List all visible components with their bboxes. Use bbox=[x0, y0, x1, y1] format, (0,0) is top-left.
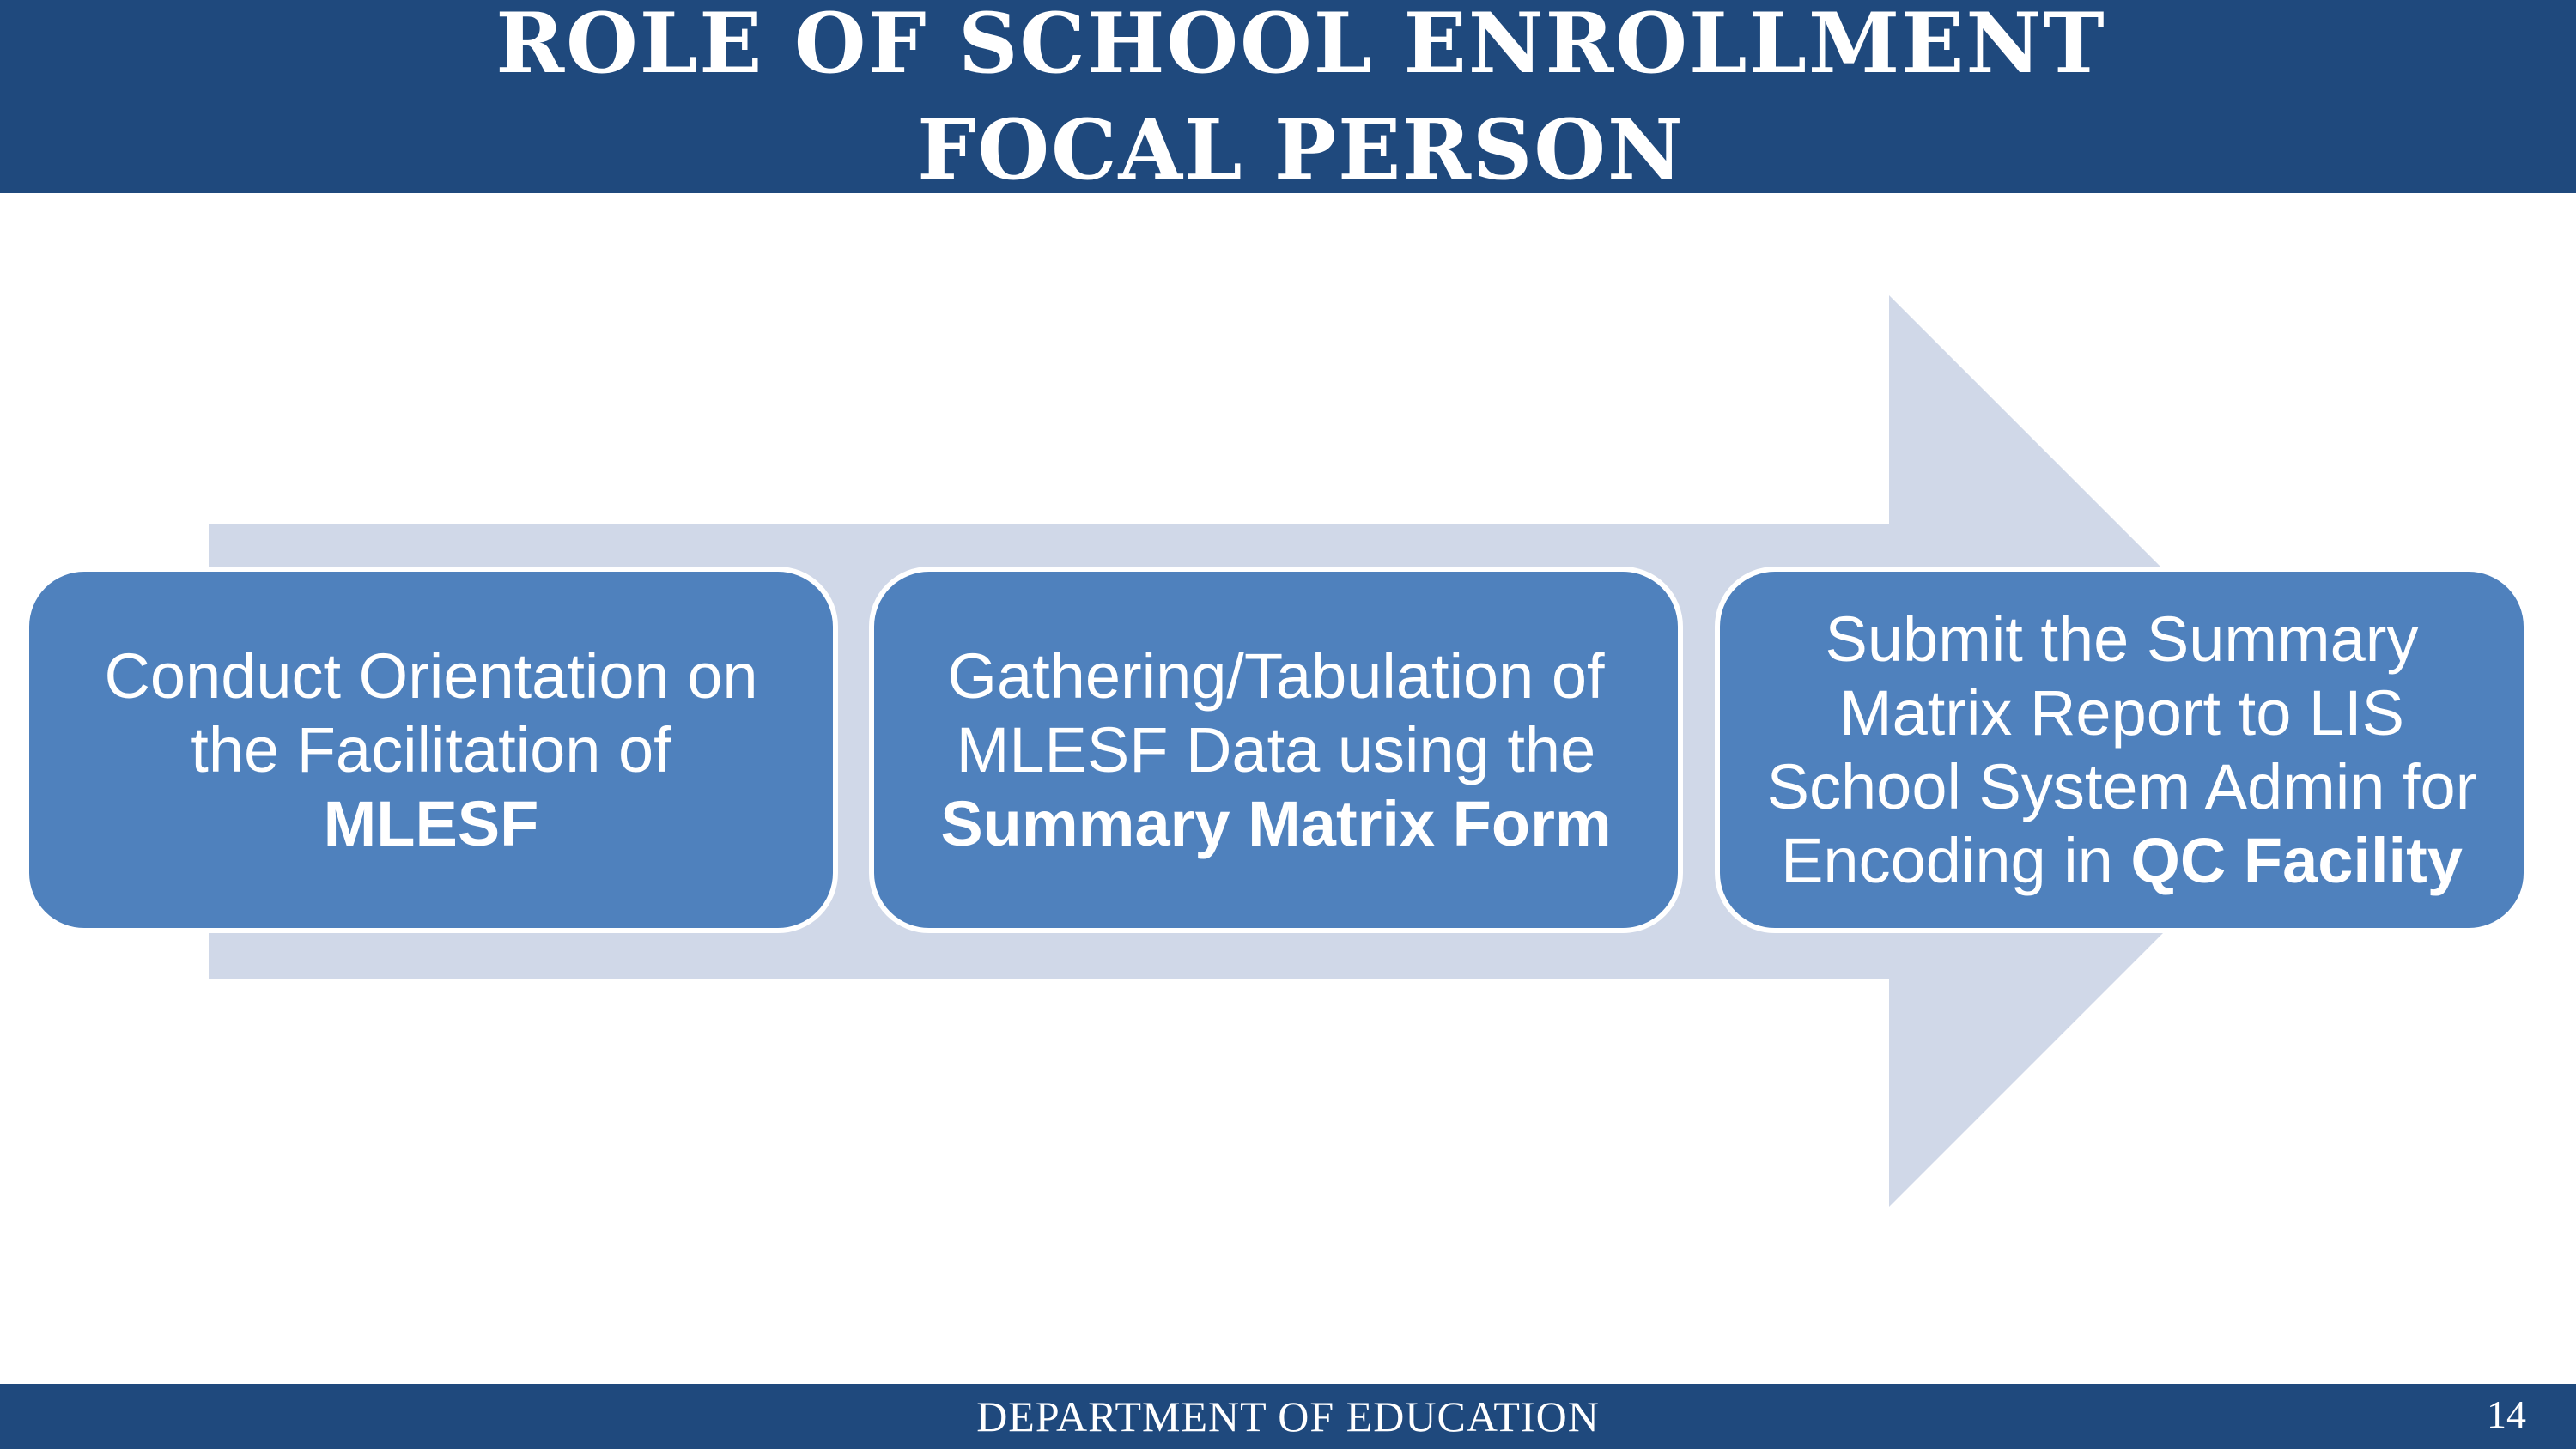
page-number: 14 bbox=[2487, 1391, 2526, 1436]
step-text-plain: Conduct Orientation on the Facilitation of bbox=[104, 640, 758, 785]
step-text-plain: Gathering/Tabulation of MLESF Data using the bbox=[947, 640, 1605, 785]
footer-department: DEPARTMENT OF EDUCATION bbox=[976, 1392, 1600, 1440]
slide-title-line-1: ROLE OF SCHOOL ENROLLMENT bbox=[495, 0, 2106, 92]
step-text bbox=[908, 640, 1643, 861]
step-box-gathering-tabulation bbox=[869, 567, 1683, 933]
step-box-submit-summary bbox=[1715, 567, 2529, 933]
step-text bbox=[64, 640, 799, 861]
step-text-bold: Summary Matrix Form bbox=[940, 787, 1612, 859]
step-text-bold: QC Facility bbox=[2130, 824, 2463, 896]
slide-title-line-2: FOCAL PERSON bbox=[917, 100, 1685, 198]
step-text-bold: MLESF bbox=[323, 787, 539, 859]
step-text bbox=[1754, 603, 2489, 898]
step-box-conduct-orientation bbox=[24, 567, 838, 933]
step-text-plain: Submit the Summary Matrix Report to LIS School System Admin for Encoding in bbox=[1766, 603, 2477, 896]
